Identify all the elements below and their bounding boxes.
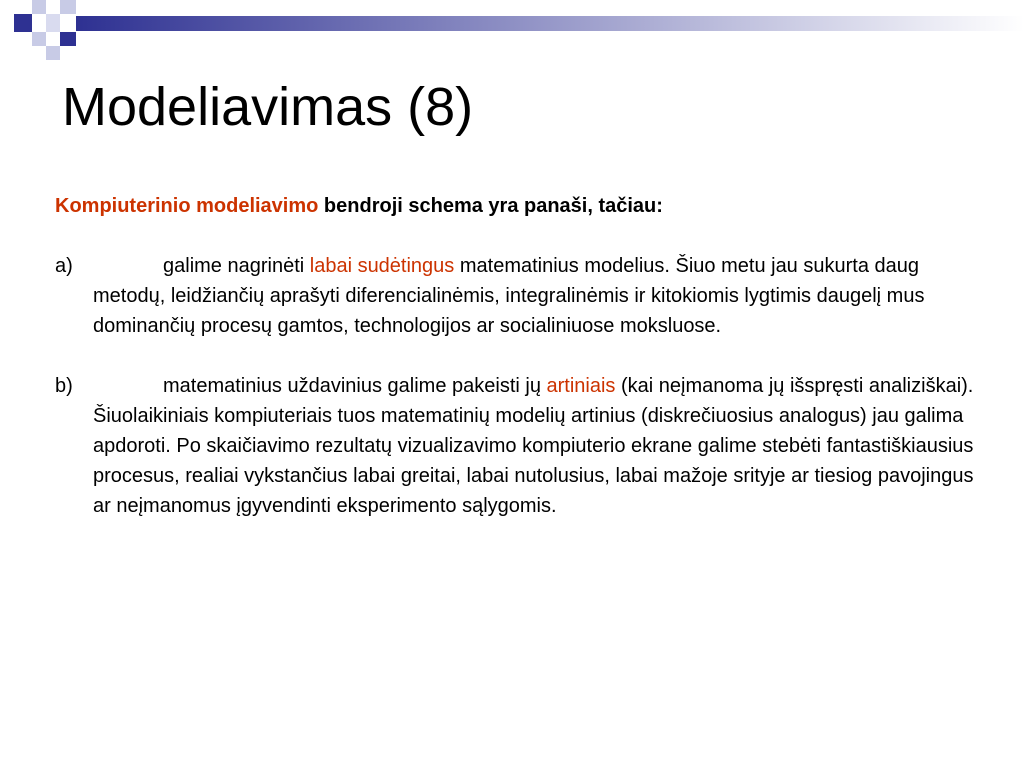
intro-rest: bendroji schema yra panaši, tačiau:	[318, 195, 663, 217]
list-item-marker: a)	[55, 255, 73, 277]
list-item-highlight: labai sudėtingus	[309, 255, 455, 277]
header-decoration	[0, 0, 1024, 60]
intro-highlight: Kompiuterinio modeliavimo	[55, 195, 319, 217]
deco-square-light	[46, 46, 60, 60]
intro-line	[55, 191, 995, 221]
list-item-text: galime nagrinėti	[163, 255, 310, 277]
deco-square-light	[60, 0, 76, 14]
page-title: Modeliavimas (8)	[62, 77, 474, 137]
list-item-text: (kai neįmanoma jų išspręsti analiziškai). Šiuolaikiniais kompiuteriais tuos matematinių modelių artinius (diskrečiuosius analogus) jau galima apdoroti. Po skaičiavimo rezultatų vizualizavimo kompiuterio ekrane galime stebėti fantastiškiausius procesus, realiai vykstančius labai greitai, labai nutolusius, labai mažoje srityje ar tiesiog pavojingus ar neįmanomus įgyvendinti eksperimento sąlygomis.	[93, 375, 974, 517]
deco-square-light	[46, 14, 60, 32]
list-item	[55, 251, 995, 341]
deco-square-light	[32, 32, 46, 46]
deco-square-light	[32, 0, 46, 14]
list-item	[55, 371, 995, 521]
list-item-text: matematinius modelius. Šiuo metu jau sukurta daug metodų, leidžiančių aprašyti diferencialinėmis, integralinėmis ir kitokiomis lygtimis daugelį mus dominančių procesų gamtos, technologijos ar socialiniuose moksluose.	[93, 255, 925, 337]
slide-body	[55, 191, 995, 521]
deco-square-dark	[60, 32, 76, 46]
deco-square-dark	[14, 14, 32, 32]
header-gradient-bar	[76, 16, 1024, 31]
list-item-marker: b)	[55, 375, 73, 397]
list-item-highlight: artiniais	[546, 375, 616, 397]
list-item-text: matematinius uždavinius galime pakeisti jų	[163, 375, 547, 397]
